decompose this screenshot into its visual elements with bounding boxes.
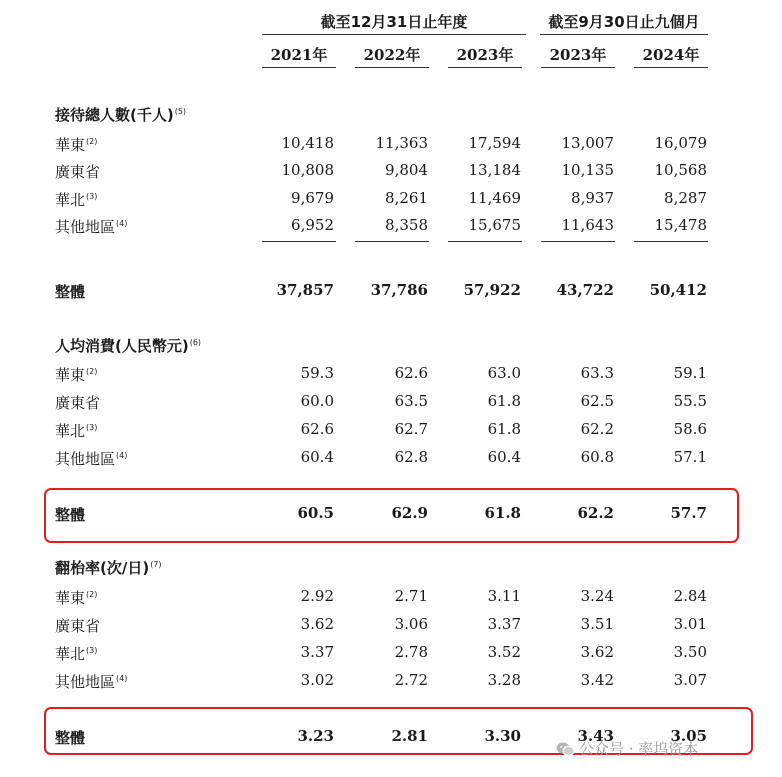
header-year-rule-2 — [448, 67, 522, 68]
cell-1-0-3: 63.3 — [580, 364, 614, 382]
total-cell-1-0: 60.5 — [297, 504, 334, 522]
total-cell-1-2: 61.8 — [484, 504, 521, 522]
cell-0-3-2: 15,675 — [468, 216, 521, 234]
watermark-text: 公众号 · 率坞资本 — [579, 740, 699, 758]
total-cell-0-4: 50,412 — [649, 281, 707, 299]
watermark — [556, 738, 698, 759]
cell-2-2-0: 3.37 — [300, 643, 334, 661]
row-label-text: 華北 — [55, 645, 86, 663]
cell-0-0-0: 10,418 — [281, 134, 334, 152]
row-label-text: 其他地區 — [55, 450, 116, 468]
cell-0-1-1: 9,804 — [385, 161, 428, 179]
subtotal-rule-3 — [541, 241, 615, 242]
total-cell-0-0: 37,857 — [276, 281, 334, 299]
subtotal-rule-4 — [634, 241, 708, 242]
row-label-text: 華東 — [55, 589, 86, 607]
cell-1-1-1: 63.5 — [394, 392, 428, 410]
total-label-2: 整體 — [55, 729, 86, 747]
highlight-box-spend-total — [44, 488, 739, 543]
row-label-text: 華東 — [55, 136, 86, 154]
cell-2-1-1: 3.06 — [394, 615, 428, 633]
cell-0-3-3: 11,643 — [561, 216, 614, 234]
row-label-0-2 — [55, 189, 97, 210]
cell-1-0-1: 62.6 — [394, 364, 428, 382]
total-cell-2-0: 3.23 — [297, 727, 334, 745]
cell-1-3-1: 62.8 — [394, 448, 428, 466]
cell-1-3-4: 57.1 — [673, 448, 707, 466]
cell-0-1-2: 13,184 — [468, 161, 521, 179]
cell-2-3-0: 3.02 — [300, 671, 334, 689]
cell-2-2-4: 3.50 — [673, 643, 707, 661]
cell-1-2-3: 62.2 — [580, 420, 614, 438]
section-title-1 — [55, 335, 201, 356]
row-label-0-1 — [55, 161, 100, 182]
cell-2-0-3: 3.24 — [580, 587, 614, 605]
cell-0-3-1: 8,358 — [385, 216, 428, 234]
total-cell-2-1: 2.81 — [391, 727, 428, 745]
cell-2-1-4: 3.01 — [673, 615, 707, 633]
cell-2-1-2: 3.37 — [487, 615, 521, 633]
row-label-note: (4) — [116, 674, 128, 683]
cell-0-2-4: 8,287 — [664, 189, 707, 207]
row-label-1-1 — [55, 392, 100, 413]
row-label-note: (4) — [116, 219, 128, 228]
header-year-2: 2023年 — [456, 46, 514, 64]
row-label-note: (4) — [116, 451, 128, 460]
row-label-2-1 — [55, 615, 100, 636]
row-label-0-0 — [55, 134, 97, 155]
total-cell-2-4: 3.05 — [670, 727, 707, 745]
row-label-1-2 — [55, 420, 97, 441]
row-label-2-3 — [55, 671, 127, 692]
row-label-text: 廣東省 — [55, 163, 101, 181]
row-label-text: 廣東省 — [55, 617, 101, 635]
cell-2-0-4: 2.84 — [673, 587, 707, 605]
cell-1-0-2: 63.0 — [487, 364, 521, 382]
subtotal-rule-2 — [448, 241, 522, 242]
cell-1-1-3: 62.5 — [580, 392, 614, 410]
cell-2-0-2: 3.11 — [487, 587, 521, 605]
section-title-text: 人均消費(人民幣元) — [55, 337, 189, 355]
cell-0-0-3: 13,007 — [561, 134, 614, 152]
row-label-text: 華北 — [55, 191, 86, 209]
header-year-rule-4 — [634, 67, 708, 68]
cell-0-2-3: 8,937 — [571, 189, 614, 207]
row-label-0-3 — [55, 216, 127, 237]
total-cell-1-4: 57.7 — [670, 504, 707, 522]
section-title-text: 接待總人數(千人) — [55, 106, 174, 124]
header-group-fy: 截至12月31日止年度 — [320, 13, 468, 31]
cell-2-3-2: 3.28 — [487, 671, 521, 689]
cell-2-2-3: 3.62 — [580, 643, 614, 661]
row-label-text: 華北 — [55, 422, 86, 440]
total-cell-2-3: 3.43 — [577, 727, 614, 745]
header-year-3: 2023年 — [549, 46, 607, 64]
row-label-1-0 — [55, 364, 97, 385]
row-label-note: (2) — [86, 367, 98, 376]
total-cell-0-2: 57,922 — [463, 281, 521, 299]
cell-2-1-0: 3.62 — [300, 615, 334, 633]
subtotal-rule-1 — [355, 241, 429, 242]
cell-0-3-4: 15,478 — [654, 216, 707, 234]
cell-0-0-1: 11,363 — [375, 134, 428, 152]
cell-2-2-2: 3.52 — [487, 643, 521, 661]
cell-1-1-2: 61.8 — [487, 392, 521, 410]
section-title-note: (5) — [174, 107, 187, 116]
cell-0-1-3: 10,135 — [561, 161, 614, 179]
total-cell-1-1: 62.9 — [391, 504, 428, 522]
header-group-9m-rule — [540, 34, 708, 35]
cell-1-2-2: 61.8 — [487, 420, 521, 438]
cell-2-0-1: 2.71 — [394, 587, 428, 605]
cell-1-3-2: 60.4 — [487, 448, 521, 466]
cell-1-0-4: 59.1 — [673, 364, 707, 382]
cell-2-3-3: 3.42 — [580, 671, 614, 689]
cell-1-2-4: 58.6 — [673, 420, 707, 438]
cell-1-2-1: 62.7 — [394, 420, 428, 438]
row-label-text: 其他地區 — [55, 673, 116, 691]
cell-0-2-1: 8,261 — [385, 189, 428, 207]
total-cell-2-2: 3.30 — [484, 727, 521, 745]
cell-2-0-0: 2.92 — [300, 587, 334, 605]
row-label-text: 其他地區 — [55, 218, 116, 236]
row-label-2-2 — [55, 643, 97, 664]
row-label-text: 華東 — [55, 366, 86, 384]
cell-1-3-3: 60.8 — [580, 448, 614, 466]
total-cell-1-3: 62.2 — [577, 504, 614, 522]
subtotal-rule-0 — [262, 241, 336, 242]
cell-1-2-0: 62.6 — [300, 420, 334, 438]
cell-1-1-0: 60.0 — [300, 392, 334, 410]
row-label-note: (3) — [86, 192, 98, 201]
section-title-note: (6) — [189, 338, 202, 347]
row-label-note: (3) — [86, 423, 98, 432]
total-label-1: 整體 — [55, 506, 86, 524]
section-title-text: 翻枱率(次/日) — [55, 559, 150, 577]
header-year-rule-3 — [541, 67, 615, 68]
section-title-note: (7) — [150, 560, 162, 569]
cell-0-3-0: 6,952 — [291, 216, 334, 234]
header-group-9m: 截至9月30日止九個月 — [548, 13, 700, 31]
row-label-note: (3) — [86, 646, 98, 655]
cell-2-3-4: 3.07 — [673, 671, 707, 689]
cell-1-1-4: 55.5 — [673, 392, 707, 410]
header-year-0: 2021年 — [270, 46, 328, 64]
total-cell-0-1: 37,786 — [370, 281, 428, 299]
cell-1-0-0: 59.3 — [300, 364, 334, 382]
cell-0-0-4: 16,079 — [654, 134, 707, 152]
cell-0-2-2: 11,469 — [468, 189, 521, 207]
header-year-rule-0 — [262, 67, 336, 68]
wechat-icon — [556, 741, 575, 757]
cell-0-0-2: 17,594 — [468, 134, 521, 152]
cell-0-1-4: 10,568 — [654, 161, 707, 179]
header-year-rule-1 — [355, 67, 429, 68]
cell-0-2-0: 9,679 — [291, 189, 334, 207]
row-label-1-3 — [55, 448, 127, 469]
total-label-0: 整體 — [55, 283, 86, 301]
cell-2-3-1: 2.72 — [394, 671, 428, 689]
section-title-2 — [55, 557, 162, 578]
section-title-0 — [55, 104, 186, 125]
row-label-note: (2) — [86, 137, 98, 146]
cell-1-3-0: 60.4 — [300, 448, 334, 466]
row-label-note: (2) — [86, 590, 98, 599]
row-label-text: 廣東省 — [55, 394, 101, 412]
cell-2-2-1: 2.78 — [394, 643, 428, 661]
header-group-fy-rule — [262, 34, 526, 35]
header-year-1: 2022年 — [363, 46, 421, 64]
cell-2-1-3: 3.51 — [580, 615, 614, 633]
total-cell-0-3: 43,722 — [556, 281, 614, 299]
header-year-4: 2024年 — [642, 46, 700, 64]
row-label-2-0 — [55, 587, 97, 608]
cell-0-1-0: 10,808 — [281, 161, 334, 179]
